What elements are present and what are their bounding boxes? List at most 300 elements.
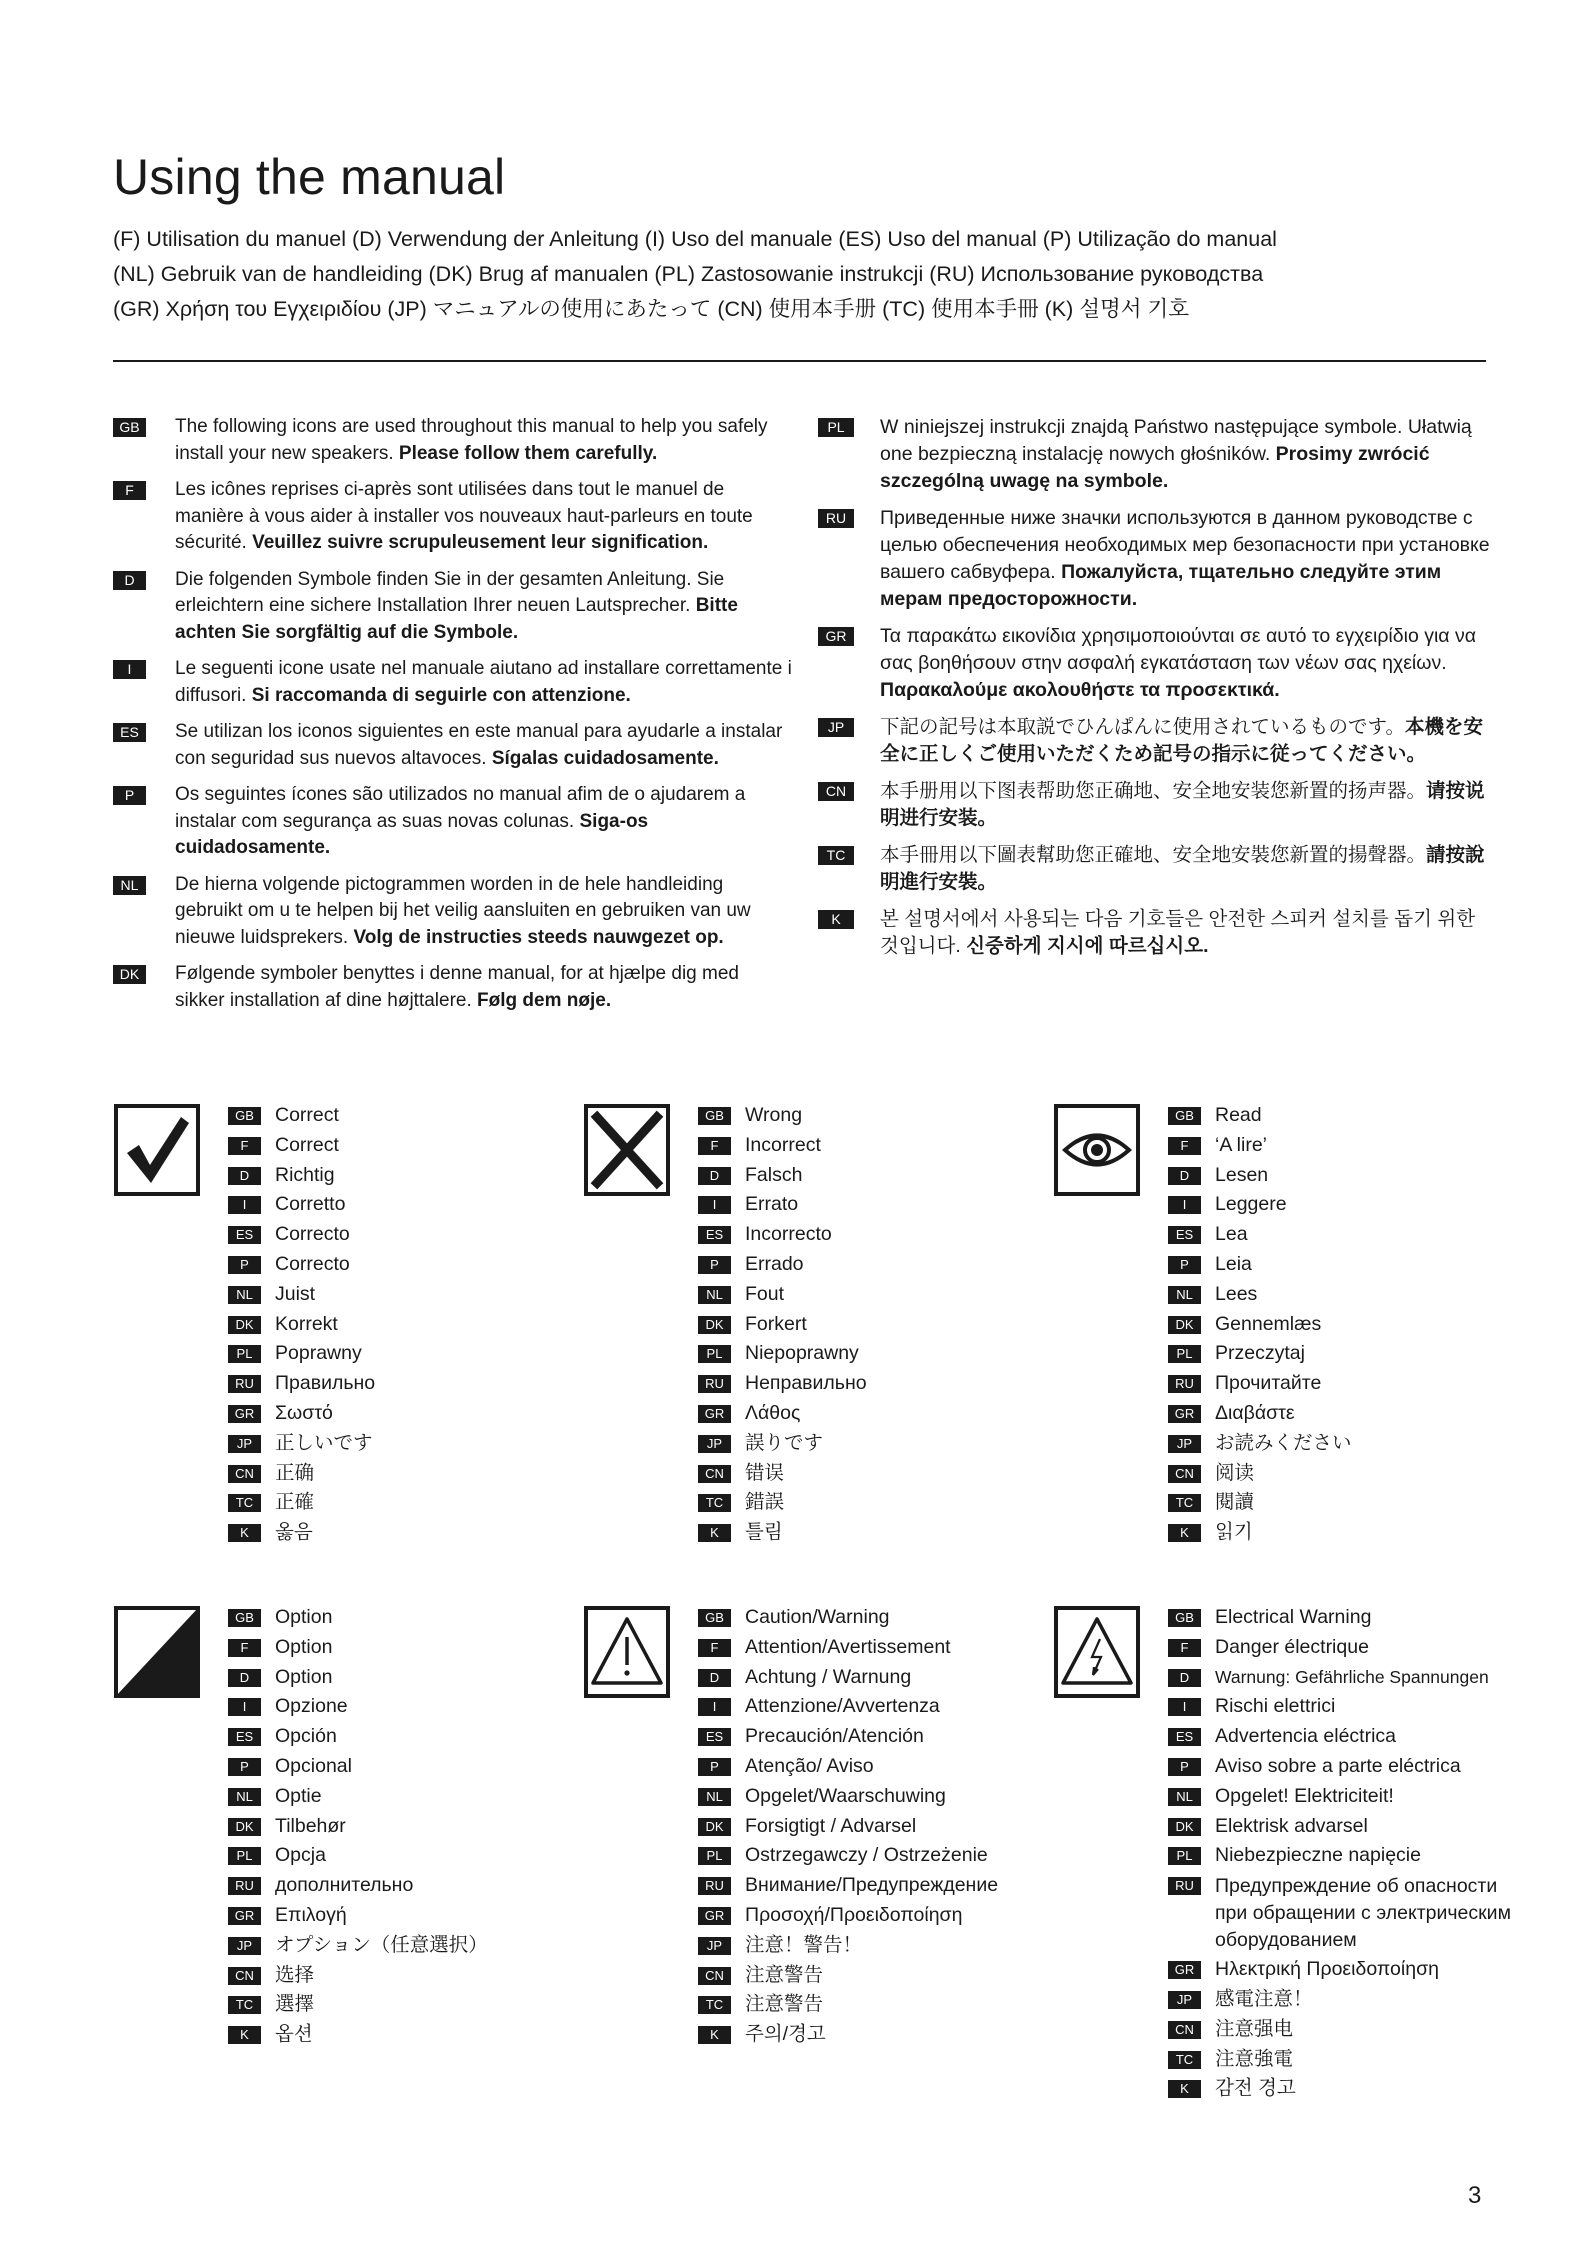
symbol-label-item xyxy=(698,1961,1058,1991)
symbol-label-item xyxy=(1168,1985,1528,2015)
symbol-label-item xyxy=(228,1250,588,1280)
symbol-label-text: Correct xyxy=(275,1133,339,1156)
divider-rule xyxy=(113,360,1486,362)
language-tag: GR xyxy=(228,1405,261,1423)
language-tag: K xyxy=(228,2026,261,2044)
symbol-label-text: Правильно xyxy=(275,1372,376,1395)
symbol-label-text: Atenção/ Aviso xyxy=(745,1754,874,1777)
intro-emphasis: Παρακαλούμε ακολουθήστε τα προσεκτικά. xyxy=(880,679,1280,701)
intro-text: Os seguintes ícones são utilizados no manual afim de o ajudarem a instalar com segurança as suas novas colunas. xyxy=(175,784,746,832)
symbol-label-item xyxy=(228,1161,588,1191)
symbol-label-text: 阅读 xyxy=(1215,1461,1255,1484)
symbol-label-text: 注意強電 xyxy=(1215,2047,1294,2070)
symbol-label-text: 注意警告 xyxy=(745,1993,824,2016)
language-tag: ES xyxy=(698,1728,731,1746)
symbol-label-text: Leia xyxy=(1215,1252,1252,1275)
symbol-label-item xyxy=(1168,1518,1528,1548)
symbol-label-text: Option xyxy=(275,1606,333,1628)
symbol-label-text: Λάθος xyxy=(745,1401,801,1424)
intro-emphasis: 本機を安全に正しくご使用いただくため記号の指示に従ってください。 xyxy=(880,716,1483,765)
language-tag: PL xyxy=(1168,1345,1201,1363)
symbol-label-text: Achtung / Warnung xyxy=(745,1665,912,1688)
language-tag: DK xyxy=(113,965,146,984)
language-tag: NL xyxy=(228,1286,261,1304)
symbol-label-text: Correcto xyxy=(275,1252,350,1275)
title-translations-line: (GR) Χρήση του Εγχειριδίου (JP) マニュアルの使用にあたって (CN) 使用本手册 (TC) 使用本手冊 (K) 설명서 기호 xyxy=(113,297,1190,321)
language-tag: P xyxy=(698,1256,731,1274)
symbol-label-item xyxy=(1168,1782,1528,1812)
language-tag: F xyxy=(1168,1137,1201,1155)
language-tag: RU xyxy=(228,1375,261,1393)
symbol-label-text: Richtig xyxy=(275,1163,335,1186)
symbol-label-text: 正確 xyxy=(275,1491,315,1514)
symbol-label-text: Внимание/Предупреждение xyxy=(745,1874,999,1897)
symbol-label-item xyxy=(698,1603,1058,1633)
symbol-label-text: お読みください xyxy=(1215,1431,1352,1454)
language-tag: P xyxy=(228,1758,261,1776)
language-tag: JP xyxy=(228,1937,261,1955)
symbol-label-item xyxy=(228,1752,588,1782)
language-tag: JP xyxy=(1168,1435,1201,1453)
symbol-label-text: Advertencia eléctrica xyxy=(1215,1725,1397,1748)
language-tag: CN xyxy=(818,782,854,801)
language-tag: K xyxy=(1168,2080,1201,2098)
symbol-label-text: Precaución/Atención xyxy=(745,1725,924,1748)
language-tag: D xyxy=(113,571,146,590)
intro-paragraph xyxy=(818,778,1490,832)
eye-icon xyxy=(1053,1103,1141,1197)
language-tag: GB xyxy=(1168,1107,1201,1125)
symbol-label-text: Danger électrique xyxy=(1215,1635,1369,1658)
cross-icon xyxy=(583,1103,671,1197)
symbol-label-item xyxy=(228,1220,588,1250)
intro-emphasis: Prosimy zwrócić szczególną uwagę na symbole. xyxy=(880,443,1430,492)
page-number: 3 xyxy=(1468,2182,1482,2209)
symbol-label-item xyxy=(1168,1161,1528,1191)
language-tag: TC xyxy=(1168,2051,1201,2069)
language-tag: GR xyxy=(228,1907,261,1925)
symbol-label-text: Ostrzegawczy / Ostrzeżenie xyxy=(745,1844,988,1867)
language-tag: PL xyxy=(698,1847,731,1865)
symbol-label-item xyxy=(698,1220,1058,1250)
language-tag: P xyxy=(228,1256,261,1274)
symbol-label-text: 選擇 xyxy=(275,1993,315,2016)
language-tag: K xyxy=(228,1524,261,1542)
symbol-label-item xyxy=(1168,1369,1528,1399)
symbol-label-text: Opgelet/Waarschuwing xyxy=(745,1784,946,1807)
symbol-label-item xyxy=(1168,1871,1528,1955)
intro-paragraph xyxy=(818,414,1490,495)
language-tag: F xyxy=(698,1639,731,1657)
symbol-label-item xyxy=(1168,1220,1528,1250)
symbol-label-text: Предупреждение об опасности при обращении с электрическим оборудованием xyxy=(1215,1875,1511,1952)
symbol-label-item xyxy=(698,1812,1058,1842)
symbol-label-item xyxy=(228,1692,588,1722)
symbol-label-item xyxy=(228,1633,588,1663)
symbol-label-text: Lea xyxy=(1215,1223,1248,1246)
symbol-label-text: Incorrect xyxy=(745,1133,821,1156)
language-tag: D xyxy=(228,1167,261,1185)
language-tag: DK xyxy=(698,1818,731,1836)
language-tag: ES xyxy=(228,1728,261,1746)
language-tag: CN xyxy=(698,1465,731,1483)
symbol-label-text: 选择 xyxy=(275,1963,315,1986)
language-tag: I xyxy=(1168,1698,1201,1716)
intro-emphasis: Пожалуйста, тщательно следуйте этим мерам предосторожности. xyxy=(880,561,1442,610)
language-tag: JP xyxy=(1168,1991,1201,2009)
intro-text: Приведенные ниже значки используются в данном руководстве с целью обеспечения необходимых мер безопасности при установке вашего сабвуфера. xyxy=(880,507,1490,583)
language-tag: F xyxy=(228,1137,261,1155)
symbol-label-text: オプション（任意選択） xyxy=(275,1933,488,1956)
symbol-label-list xyxy=(698,1101,1058,1548)
check-icon xyxy=(113,1103,201,1197)
language-tag: JP xyxy=(698,1937,731,1955)
language-tag: I xyxy=(228,1196,261,1214)
language-tag: ES xyxy=(1168,1226,1201,1244)
language-tag: D xyxy=(1168,1167,1201,1185)
language-tag: DK xyxy=(698,1316,731,1334)
intro-column-right xyxy=(818,414,1490,970)
language-tag: DK xyxy=(1168,1316,1201,1334)
language-tag: K xyxy=(818,910,854,929)
symbol-label-list xyxy=(698,1603,1058,2050)
symbol-label-text: Leggere xyxy=(1215,1193,1287,1216)
intro-text: 下記の記号は本取説でひんぱんに使用されているものです。 xyxy=(880,716,1405,738)
symbol-label-text: Niepoprawny xyxy=(745,1342,859,1365)
language-tag: TC xyxy=(228,1996,261,2014)
language-tag: NL xyxy=(228,1788,261,1806)
symbol-label-text: Attenzione/Avvertenza xyxy=(745,1695,940,1718)
language-tag: JP xyxy=(818,718,854,737)
symbol-label-text: Warnung: Gefährliche Spannungen xyxy=(1215,1666,1489,1687)
intro-paragraph xyxy=(113,782,793,862)
symbol-label-list xyxy=(1168,1603,1528,2104)
option-icon xyxy=(113,1605,201,1699)
language-tag: RU xyxy=(818,509,854,528)
symbol-label-text: Korrekt xyxy=(275,1312,338,1335)
symbol-label-list xyxy=(228,1603,588,2050)
electrical-warning-icon xyxy=(1053,1605,1141,1699)
symbol-label-item xyxy=(228,1901,588,1931)
intro-emphasis: Si raccomanda di seguirle con attenzione. xyxy=(251,684,631,706)
language-tag: NL xyxy=(1168,1286,1201,1304)
symbol-label-text: Option xyxy=(275,1665,333,1688)
language-tag: PL xyxy=(698,1345,731,1363)
language-tag: K xyxy=(698,1524,731,1542)
symbol-label-item xyxy=(698,1871,1058,1901)
symbol-label-item xyxy=(698,1250,1058,1280)
symbol-label-item xyxy=(228,1310,588,1340)
intro-paragraph xyxy=(113,719,793,772)
symbol-label-item xyxy=(698,1901,1058,1931)
symbol-label-item xyxy=(698,1369,1058,1399)
symbol-label-item xyxy=(698,1459,1058,1489)
symbol-label-item xyxy=(698,1101,1058,1131)
intro-text: Le seguenti icone usate nel manuale aiutano ad installare correttamente i diffusori. xyxy=(175,658,792,706)
language-tag: GB xyxy=(228,1107,261,1125)
language-tag: NL xyxy=(113,876,146,895)
language-tag: DK xyxy=(1168,1818,1201,1836)
symbol-label-item xyxy=(1168,1603,1528,1633)
intro-text: Die folgenden Symbole finden Sie in der gesamten Anleitung. Sie erleichtern eine sichere Installation Ihrer neuen Lautsprecher. xyxy=(175,568,725,616)
page-title: Using the manual xyxy=(113,149,506,205)
symbol-label-text: Διαβάστε xyxy=(1215,1401,1295,1424)
symbol-label-text: Opgelet! Elektriciteit! xyxy=(1215,1784,1394,1807)
symbol-label-item xyxy=(698,1663,1058,1693)
symbol-label-item xyxy=(228,1369,588,1399)
intro-paragraph xyxy=(818,714,1490,768)
language-tag: GR xyxy=(818,627,854,646)
symbol-label-text: Option xyxy=(275,1635,333,1658)
intro-paragraph xyxy=(818,906,1490,960)
symbol-label-item xyxy=(1168,1250,1528,1280)
symbol-label-item xyxy=(228,1488,588,1518)
intro-emphasis: Veuillez suivre scrupuleusement leur signification. xyxy=(252,532,709,553)
language-tag: I xyxy=(228,1698,261,1716)
symbol-label-item xyxy=(698,1310,1058,1340)
intro-emphasis: Volg de instructies steeds nauwgezet op. xyxy=(353,926,724,948)
symbol-label-item xyxy=(1168,1812,1528,1842)
caution-warning-icon xyxy=(583,1605,671,1699)
symbol-label-item xyxy=(698,1518,1058,1548)
symbol-label-item xyxy=(698,1633,1058,1663)
symbol-label-text: Ηλεκτρική Προειδοποίηση xyxy=(1215,1958,1439,1981)
symbol-label-item xyxy=(1168,1692,1528,1722)
symbol-label-item xyxy=(1168,1131,1528,1161)
symbol-label-text: Errado xyxy=(745,1252,804,1275)
language-tag: F xyxy=(698,1137,731,1155)
intro-text: Les icônes reprises ci-après sont utilisées dans tout le manuel de manière à vous aider à installer vos nouveaux haut-parleurs en toute sécurité. xyxy=(175,479,753,553)
symbol-label-text: 錯誤 xyxy=(745,1491,785,1514)
symbol-label-text: Opcional xyxy=(275,1754,352,1777)
language-tag: DK xyxy=(228,1818,261,1836)
language-tag: D xyxy=(698,1167,731,1185)
symbol-label-text: 正确 xyxy=(275,1461,315,1484)
symbol-label-item xyxy=(228,1663,588,1693)
language-tag: NL xyxy=(698,1788,731,1806)
symbol-label-item xyxy=(698,1990,1058,2020)
symbol-label-item xyxy=(698,1841,1058,1871)
symbol-label-text: 옳음 xyxy=(275,1521,313,1544)
symbol-label-item xyxy=(698,1161,1058,1191)
symbol-label-text: Lees xyxy=(1215,1282,1258,1305)
symbol-label-item xyxy=(1168,1955,1528,1985)
symbol-label-item xyxy=(698,1399,1058,1429)
symbol-label-item xyxy=(1168,1752,1528,1782)
symbol-label-item xyxy=(1168,1339,1528,1369)
intro-column-left xyxy=(113,414,793,1024)
symbol-label-item xyxy=(698,2020,1058,2050)
symbol-label-item xyxy=(228,1812,588,1842)
symbol-label-text: Σωστό xyxy=(275,1401,333,1424)
language-tag: CN xyxy=(228,1465,261,1483)
symbol-label-text: Gennemlæs xyxy=(1215,1312,1322,1335)
symbol-label-item xyxy=(228,1841,588,1871)
symbol-label-item xyxy=(228,1518,588,1548)
symbol-label-text: Juist xyxy=(275,1282,316,1305)
language-tag: I xyxy=(1168,1196,1201,1214)
symbol-label-text: 注意强电 xyxy=(1215,2017,1294,2040)
language-tag: TC xyxy=(818,846,854,865)
language-tag: RU xyxy=(698,1877,731,1895)
symbol-label-list xyxy=(1168,1101,1528,1548)
language-tag: GB xyxy=(228,1609,261,1627)
language-tag: TC xyxy=(698,1494,731,1512)
symbol-label-text: Fout xyxy=(745,1282,785,1305)
language-tag: D xyxy=(1168,1669,1201,1687)
symbol-label-text: Προσοχή/Προειδοποίηση xyxy=(745,1903,963,1926)
symbol-label-text: Attention/Avertissement xyxy=(745,1635,951,1658)
symbol-label-item xyxy=(1168,1722,1528,1752)
language-tag: TC xyxy=(698,1996,731,2014)
language-tag: I xyxy=(113,660,146,679)
symbol-label-text: 注意警告 xyxy=(745,1963,824,1986)
symbol-label-text: Falsch xyxy=(745,1163,803,1186)
symbol-label-item xyxy=(228,1459,588,1489)
symbol-label-item xyxy=(228,1931,588,1961)
symbol-label-item xyxy=(228,1961,588,1991)
intro-emphasis: Sígalas cuidadosamente. xyxy=(491,747,719,769)
intro-text: Følgende symboler benyttes i denne manual, for at hjælpe dig med sikker installation af dine højttalere. xyxy=(175,963,739,1011)
symbol-label-text: Przeczytaj xyxy=(1215,1342,1305,1365)
language-tag: F xyxy=(228,1639,261,1657)
symbol-label-text: Прочитайте xyxy=(1215,1372,1322,1395)
language-tag: F xyxy=(113,481,146,500)
symbol-label-list xyxy=(228,1101,588,1548)
symbol-label-item xyxy=(1168,2015,1528,2045)
symbol-label-text: Rischi elettrici xyxy=(1215,1695,1336,1718)
symbol-label-text: Correct xyxy=(275,1104,339,1126)
symbol-label-text: Wrong xyxy=(745,1104,803,1126)
symbol-label-text: 閱讀 xyxy=(1215,1491,1255,1514)
symbol-label-item xyxy=(698,1429,1058,1459)
language-tag: GR xyxy=(698,1907,731,1925)
language-tag: GB xyxy=(698,1107,731,1125)
symbol-label-item xyxy=(698,1752,1058,1782)
symbol-label-item xyxy=(228,1131,588,1161)
intro-text: 本手冊用以下圖表幫助您正確地、安全地安裝您新置的揚聲器。 xyxy=(880,844,1427,866)
symbol-label-item xyxy=(1168,1663,1528,1693)
symbol-label-item xyxy=(1168,1310,1528,1340)
symbol-label-item xyxy=(1168,1459,1528,1489)
language-tag: DK xyxy=(228,1316,261,1334)
symbol-label-text: Неправильно xyxy=(745,1372,867,1395)
language-tag: RU xyxy=(1168,1877,1201,1895)
intro-text: W niniejszej instrukcji znajdą Państwo następujące symbole. Ułatwią one bezpieczną instalację nowych głośników. xyxy=(880,416,1472,465)
symbol-label-item xyxy=(228,1429,588,1459)
language-tag: D xyxy=(698,1669,731,1687)
language-tag: I xyxy=(698,1698,731,1716)
intro-text: The following icons are used throughout this manual to help you safely install your new speakers. xyxy=(175,416,768,464)
intro-emphasis: Bitte achten Sie sorgfältig auf die Symbole. xyxy=(175,595,738,643)
language-tag: ES xyxy=(1168,1728,1201,1746)
symbol-label-text: Corretto xyxy=(275,1193,346,1216)
symbol-label-item xyxy=(698,1782,1058,1812)
intro-emphasis: Følg dem nøje. xyxy=(477,989,612,1011)
language-tag: PL xyxy=(228,1847,261,1865)
symbol-label-text: Poprawny xyxy=(275,1342,362,1365)
symbol-label-item xyxy=(698,1692,1058,1722)
language-tag: JP xyxy=(228,1435,261,1453)
language-tag: K xyxy=(698,2026,731,2044)
symbol-label-item xyxy=(1168,1399,1528,1429)
symbol-label-item xyxy=(228,1399,588,1429)
intro-text: Τα παρακάτω εικονίδια χρησιμοποιούνται σε αυτό το εγχειρίδιο για να σας βοηθήσουν στην ασφαλή εγκατάσταση των νέων σας ηχείων. xyxy=(880,625,1476,674)
symbol-label-item xyxy=(698,1190,1058,1220)
intro-paragraph xyxy=(113,656,793,709)
symbol-label-item xyxy=(228,1722,588,1752)
language-tag: NL xyxy=(1168,1788,1201,1806)
intro-paragraph xyxy=(113,414,793,467)
language-tag: I xyxy=(698,1196,731,1214)
intro-emphasis: 請按說明進行安裝。 xyxy=(880,844,1485,893)
intro-text: 本手册用以下图表帮助您正确地、安全地安装您新置的扬声器。 xyxy=(880,780,1427,802)
symbol-label-item xyxy=(1168,1841,1528,1871)
language-tag: CN xyxy=(1168,2021,1201,2039)
symbol-label-text: Errato xyxy=(745,1193,799,1216)
symbol-label-item xyxy=(1168,1488,1528,1518)
symbol-label-text: 옵션 xyxy=(275,2023,313,2046)
symbol-label-item xyxy=(228,1280,588,1310)
symbol-label-text: Electrical Warning xyxy=(1215,1606,1372,1628)
language-tag: K xyxy=(1168,1524,1201,1542)
language-tag: ES xyxy=(698,1226,731,1244)
symbol-label-item xyxy=(698,1280,1058,1310)
language-tag: P xyxy=(113,786,146,805)
intro-paragraph xyxy=(113,961,793,1014)
intro-emphasis: 请按说明进行安装。 xyxy=(880,780,1485,829)
symbol-label-text: Aviso sobre a parte eléctrica xyxy=(1215,1754,1461,1777)
language-tag: F xyxy=(1168,1639,1201,1657)
language-tag: TC xyxy=(1168,1494,1201,1512)
language-tag: GB xyxy=(1168,1609,1201,1627)
symbol-label-text: Optie xyxy=(275,1784,322,1807)
intro-paragraph xyxy=(113,477,793,557)
symbol-label-text: 错误 xyxy=(745,1461,785,1484)
language-tag: RU xyxy=(1168,1375,1201,1393)
title-translations-line: (NL) Gebruik van de handleiding (DK) Brug af manualen (PL) Zastosowanie instrukcji (RU) Использование руководства xyxy=(113,262,1264,286)
symbol-label-item xyxy=(1168,1101,1528,1131)
symbol-label-text: 감전 경고 xyxy=(1215,2077,1296,2100)
symbol-label-text: ‘A lire’ xyxy=(1215,1133,1268,1156)
symbol-label-text: Lesen xyxy=(1215,1163,1269,1186)
language-tag: CN xyxy=(228,1967,261,1985)
intro-emphasis: Siga-os cuidadosamente. xyxy=(175,810,649,858)
language-tag: GR xyxy=(1168,1961,1201,1979)
language-tag: P xyxy=(698,1758,731,1776)
symbol-label-text: Tilbehør xyxy=(275,1814,346,1837)
symbol-label-text: Opzione xyxy=(275,1695,348,1718)
title-translations-line: (F) Utilisation du manuel (D) Verwendung der Anleitung (I) Uso del manuale (ES) Uso del manual (P) Utilização do manual xyxy=(113,227,1277,251)
intro-emphasis: 신중하게 지시에 따르십시오. xyxy=(966,935,1209,957)
language-tag: GB xyxy=(113,418,146,437)
symbol-label-item xyxy=(698,1722,1058,1752)
language-tag: PL xyxy=(228,1345,261,1363)
language-tag: GB xyxy=(698,1609,731,1627)
symbol-label-text: 틀림 xyxy=(745,1521,783,1544)
intro-paragraph xyxy=(818,842,1490,896)
symbol-label-text: 正しいです xyxy=(275,1431,373,1454)
symbol-label-item xyxy=(698,1488,1058,1518)
symbol-label-text: 주의/경고 xyxy=(745,2023,826,2046)
symbol-label-item xyxy=(1168,1633,1528,1663)
symbol-label-item xyxy=(228,2020,588,2050)
language-tag: GR xyxy=(1168,1405,1201,1423)
intro-paragraph xyxy=(818,505,1490,613)
symbol-label-item xyxy=(228,1339,588,1369)
symbol-label-text: Niebezpieczne napięcie xyxy=(1215,1844,1421,1867)
symbol-label-text: Opcja xyxy=(275,1844,326,1867)
